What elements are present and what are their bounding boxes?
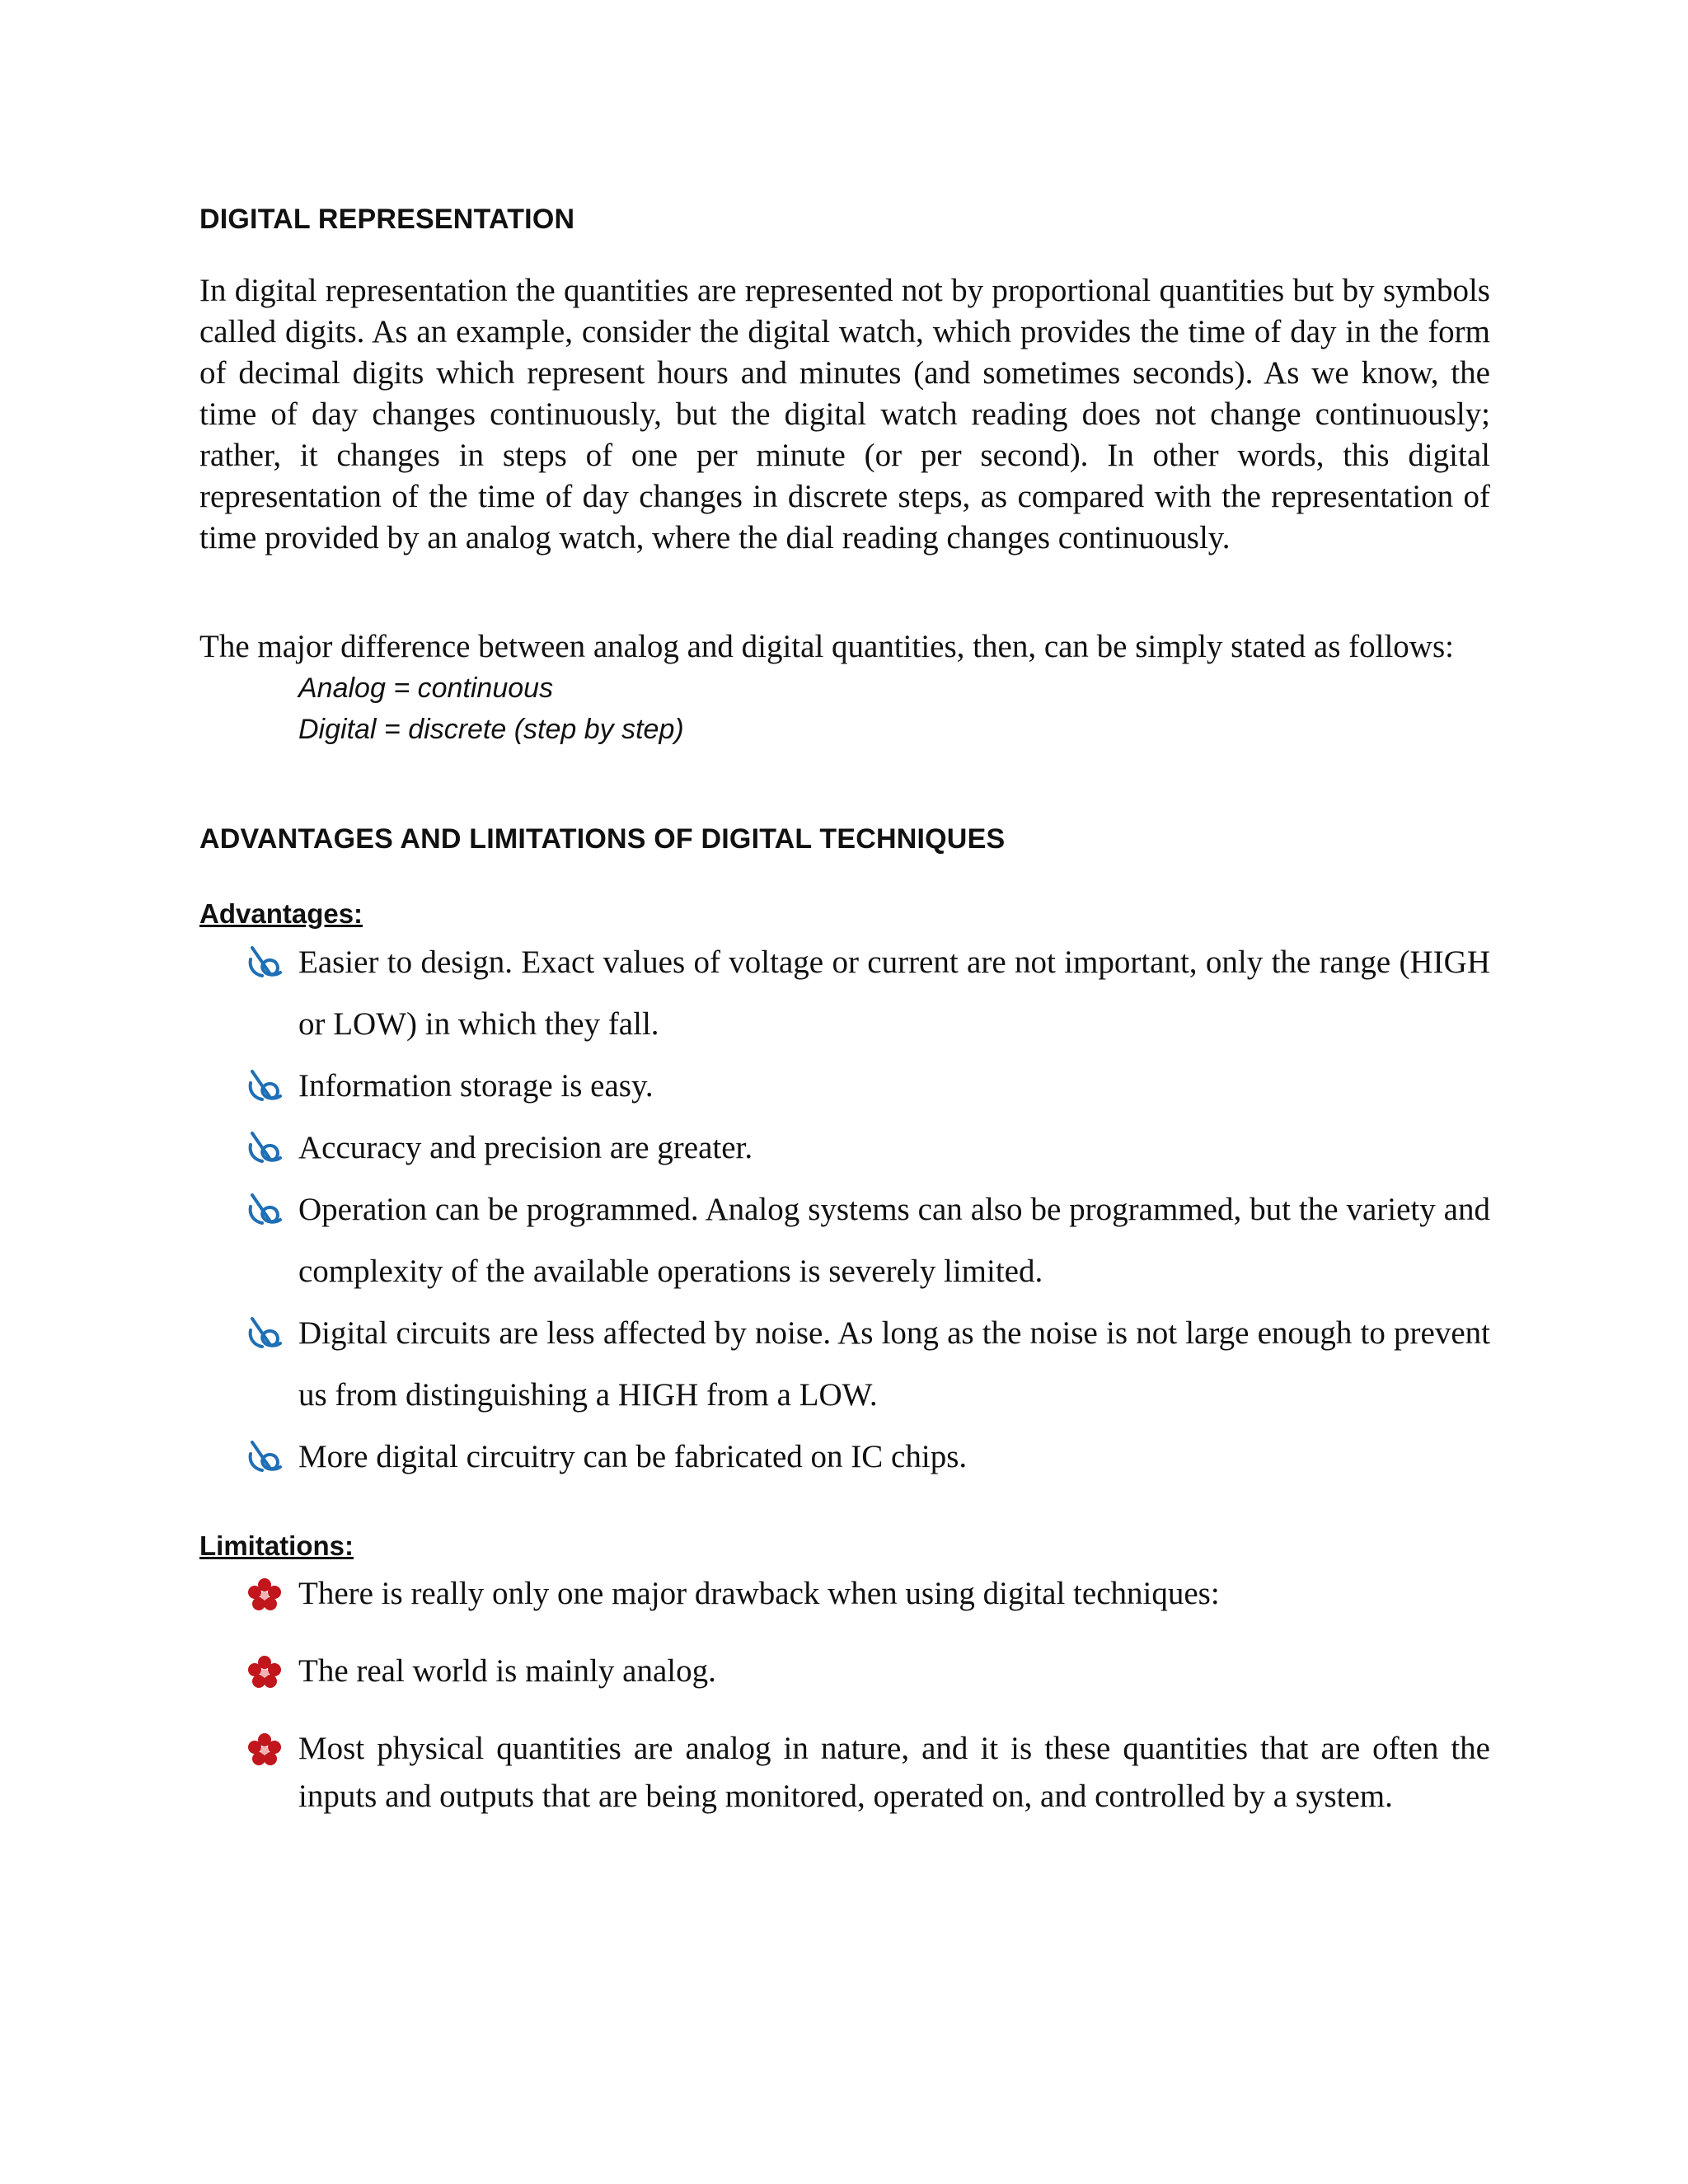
looped-ribbon-bullet-icon <box>246 1190 284 1228</box>
red-flower-bullet-icon <box>246 1577 284 1615</box>
list-item <box>199 1117 1490 1179</box>
advantage-text: Information storage is easy. <box>298 1068 654 1104</box>
list-item <box>199 1725 1490 1821</box>
section-title-advantages-limitations: ADVANTAGES AND LIMITATIONS OF DIGITAL TECHNIQUES <box>199 823 1006 855</box>
looped-ribbon-bullet-icon <box>246 1437 284 1475</box>
definition-lines <box>298 668 1490 750</box>
advantage-text: Digital circuits are less affected by noise. As long as the noise is not large enough to prevent us from distinguishing a HIGH from a LOW. <box>298 1315 1490 1413</box>
paragraph-difference-intro: The major difference between analog and digital quantities, then, can be simply stated as follows: <box>199 629 1454 664</box>
list-item <box>199 1302 1490 1426</box>
document-page <box>199 198 1490 1850</box>
analog-definition: Analog = continuous <box>298 673 554 704</box>
limitations-list <box>199 1570 1490 1821</box>
list-item <box>199 1426 1490 1488</box>
limitation-text: There is really only one major drawback when using digital techniques: <box>298 1576 1220 1611</box>
looped-ribbon-bullet-icon <box>246 943 284 981</box>
looped-ribbon-bullet-icon <box>246 1066 284 1104</box>
paragraph-digital-representation: In digital representation the quantities are represented not by proportional quantities but by symbols called digits. As an example, consider the digital watch, which provides the time of day in the form of decimal digits which represent hours and minutes (and sometimes seconds). As we know, the time of day changes continuously, but the digital watch reading does not change continuously; rather, it changes in steps of one per minute (or per second). In other words, this digital representation of the time of day changes in discrete steps, as compared with the representation of time provided by an analog watch, where the dial reading changes continuously. <box>199 273 1490 555</box>
digital-definition: Digital = discrete (step by step) <box>298 714 684 745</box>
advantages-heading: Advantages: <box>199 898 363 929</box>
advantages-list <box>199 931 1490 1488</box>
advantage-text: Accuracy and precision are greater. <box>298 1130 753 1165</box>
looped-ribbon-bullet-icon <box>246 1314 284 1352</box>
limitation-text: Most physical quantities are analog in nature, and it is these quantities that are often the inputs and outputs that are being monitored, operated on, and controlled by a system. <box>298 1731 1490 1814</box>
limitation-text: The real world is mainly analog. <box>298 1653 716 1689</box>
list-item <box>199 1647 1490 1695</box>
advantage-text: Operation can be programmed. Analog systems can also be programmed, but the variety and complexity of the available operations is severely limited. <box>298 1192 1490 1289</box>
advantage-text: Easier to design. Exact values of voltage or current are not important, only the range (HIGH or LOW) in which they fall. <box>298 944 1490 1042</box>
looped-ribbon-bullet-icon <box>246 1128 284 1166</box>
section-title-digital-representation: DIGITAL REPRESENTATION <box>199 204 575 235</box>
list-item <box>199 1179 1490 1302</box>
advantage-text: More digital circuitry can be fabricated on IC chips. <box>298 1439 968 1474</box>
list-item <box>199 931 1490 1055</box>
limitations-heading: Limitations: <box>199 1530 354 1561</box>
list-item <box>199 1055 1490 1117</box>
list-item <box>199 1570 1490 1618</box>
red-flower-bullet-icon <box>246 1654 284 1692</box>
red-flower-bullet-icon <box>246 1732 284 1769</box>
